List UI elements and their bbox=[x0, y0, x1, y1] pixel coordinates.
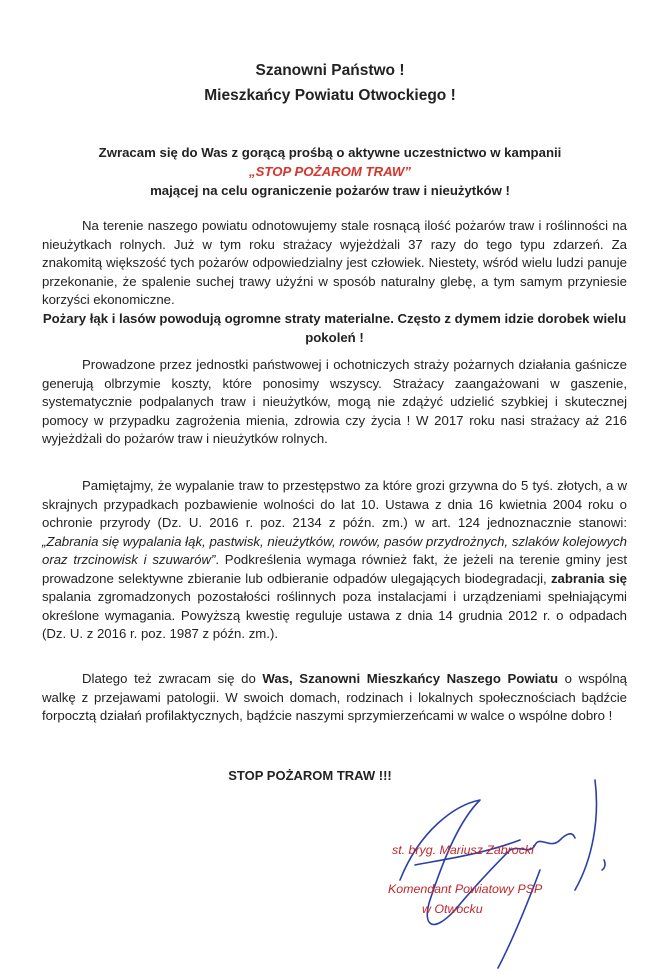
signatory-name: st. bryg. Mariusz Zabrocki bbox=[392, 843, 534, 857]
handwritten-signature bbox=[360, 760, 620, 970]
paragraph-appeal bbox=[42, 670, 627, 726]
intro-purpose-line: mającej na celu ograniczenie pożarów traw i nieużytków ! bbox=[150, 183, 510, 198]
appeal-text-part2: o wspólną walkę z przejawami patologii. W swoich domach, rodzinach i lokalnych społecznościach bądźcie forpocztą działań profilaktycznych, bądźcie naszymi sprzymierzeńcami w walce o wspólne dobro ! bbox=[42, 671, 628, 723]
legal-text-part3: spalania zgromadzonych pozostałości roślinnych poza instalacjami i urządzeniami spełniającymi określone wymagania. Powyższą kwestię reguluje ustawa z dnia 14 grudnia 2012 r. o odpadach (Dz. U. z 2016 r. poz. 1987 z późn. zm.). bbox=[42, 589, 627, 641]
paragraph-losses-warning: Pożary łąk i lasów powodują ogromne straty materialne. Często z dymem idzie dorobek wielu pokoleń ! bbox=[42, 311, 627, 345]
signatory-place: w Otwocku bbox=[422, 902, 483, 916]
paragraph-firefighting-costs: Prowadzone przez jednostki państwowej i ochotniczych straży pożarnych działania gaśnicze generują olbrzymie koszty, które ponosimy wszyscy. Strażacy zaangażowani w gaszenie, systematycznie podpalanych traw i nieużytków, mogą nie zdążyć udzielić szybkiej i skutecznej pomocy w przypadku zagrożenia mienia, zdrowia czy życia ! W 2017 roku nasi strażacy aż 216 wyjeżdżali do pożarów traw i nieużytków rolnych. bbox=[42, 357, 627, 446]
signatory-title: Komendant Powiatowy PSP bbox=[388, 882, 543, 896]
appeal-text-part1: Dlatego też zwracam się do bbox=[82, 671, 263, 686]
campaign-name: „STOP POŻAROM TRAW” bbox=[249, 164, 411, 179]
paragraph-fire-statistics: Na terenie naszego powiatu odnotowujemy stale rosnącą ilość pożarów traw i roślinności na nieużytkach rolnych. Już w tym roku strażacy wyjeżdżali 37 razy do tego typu zdarzeń. Za znakomitą większość tych pożarów odpowiedzialny jest człowiek. Niestety, wśród wielu ludzi panuje przekonanie, że spalenie suchej trawy użyźni w sposób naturalny glebę, a tym samym przyniesie korzyści ekonomiczne. bbox=[42, 218, 627, 307]
prohibition-emphasis: zabrania się bbox=[550, 570, 628, 586]
paragraph-legal-penalties bbox=[42, 477, 627, 644]
greeting-heading: Szanowni Państwo ! bbox=[255, 62, 405, 79]
addressee-heading: Mieszkańcy Powiatu Otwockiego ! bbox=[204, 87, 456, 104]
intro-line: Zwracam się do Was z gorącą prośbą o aktywne uczestnictwo w kampanii bbox=[98, 145, 562, 160]
legal-text-part2: . Podkreślenia wymaga również fakt, że jeżeli na terenie gminy jest prowadzone selektywne zbieranie lub odbieranie odpadów ulegających biodegradacji, bbox=[42, 552, 627, 586]
legal-text-part1: Pamiętajmy, że wypalanie traw to przestępstwo za które grozi grzywna do 5 tyś. złotych, a w skrajnych przypadkach pozbawienie wolności do lat 10. Ustawa z dnia 16 kwietnia 2004 roku o ochronie przyrody (Dz. U. 2016 r. poz. 2134 z późn. zm.) w art. 124 jednoznacznie stanowi: bbox=[42, 478, 627, 530]
law-quote: „Zabrania się wypalania łąk, pastwisk, nieużytków, rowów, pasów przydrożnych, szlaków kolejowych oraz trzcinowisk i szuwarów” bbox=[42, 533, 627, 567]
closing-slogan: STOP POŻAROM TRAW !!! bbox=[228, 768, 392, 783]
appeal-addressee: Was, Szanowni Mieszkańcy Naszego Powiatu bbox=[262, 671, 559, 686]
